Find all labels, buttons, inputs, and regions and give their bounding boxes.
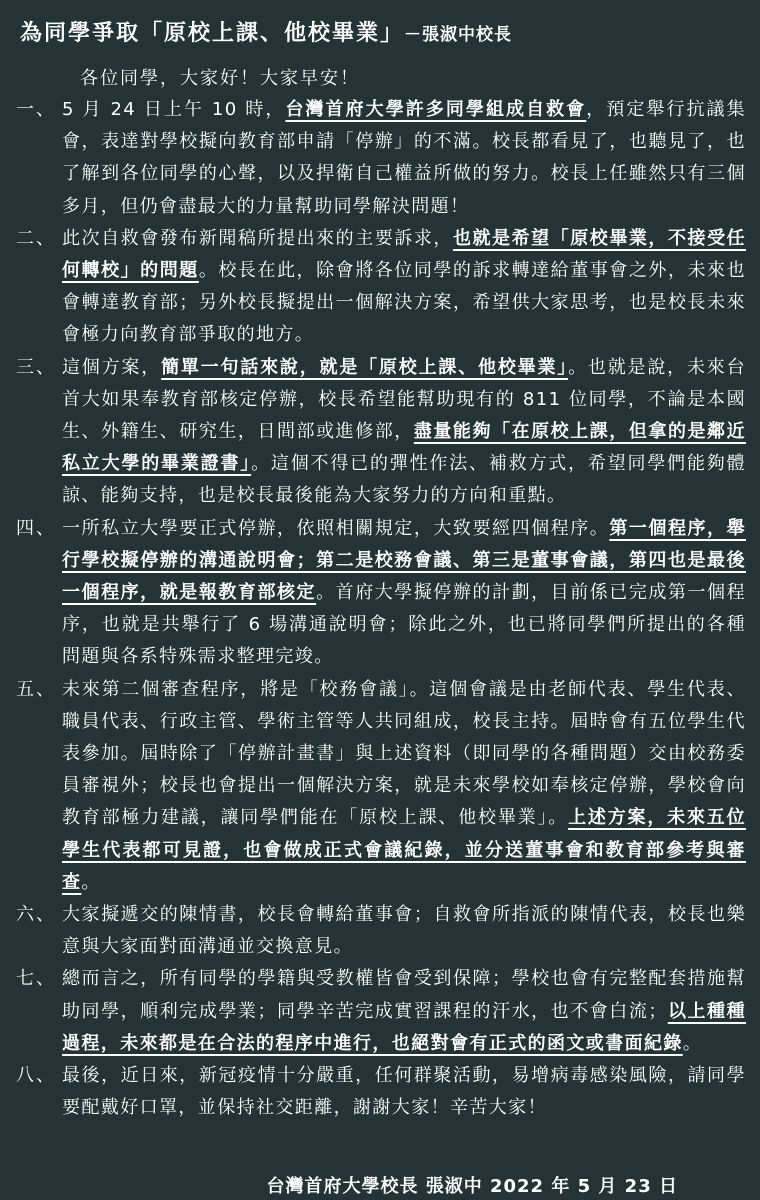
item-number: 五、 [16,678,56,700]
item-number: 六、 [16,904,56,926]
highlighted-text: 以上種種過程，未來都是在合法的程序中進行，也絕對會有正式的函文或書面紀錄 [62,1000,746,1054]
signature-footer: 台灣首府大學校長 張淑中 2022 年 5 月 23 日 [266,1176,678,1197]
item-text [62,518,746,668]
text-run: 5 月 24 日上午 10 時， [62,99,286,120]
item-number: 八、 [16,1065,56,1087]
highlighted-text: 盡量能夠「在原校上課，但拿的是鄰近私立大學的畢業證書」 [62,421,746,475]
highlighted-text: 第一個程序，舉行學校擬停辦的溝通說明會；第二是校務會議、第三是董事會議，第四也是最後一個程序，就是報教育部核定 [62,517,746,604]
list-item [16,223,746,352]
text-run: 。首府大學擬停辦的計劃，目前係已完成第一個程序，也就是共舉行了 6 場溝通說明會；除此之外，也已將同學們所提出的各種問題與各系特殊需求整理完竣。 [62,582,746,668]
highlighted-text: 也就是希望「原校畢業，不接受任何轉校」的問題 [62,227,747,282]
item-text [62,99,746,217]
item-text [62,679,746,893]
text-run: 一所私立大學要正式停辦，依照相關規定，大致要經四個程序。 [62,517,610,539]
item-text [62,228,746,346]
list-item [16,94,746,223]
text-run: 大家擬遞交的陳情書，校長會轉給董事會；自救會所指派的陳情代表，校長也樂意與大家面對面溝通並交換意見。 [62,904,746,958]
title-author: －張淑中校長 [404,25,513,45]
list-item [16,899,746,963]
highlighted-text: 上述方案，未來五位學生代表都可見證，也會做成正式會議紀錄，並分送董事會和教育部參考與審查 [62,807,746,893]
text-run: 這個方案， [62,356,162,378]
text-run: 。也就是說，未來台首大如果奉教育部核定停辦，校長希望能幫助現有的 811 位同學，不論是本國生、外籍生、研究生，日間部或進修部， [62,356,746,443]
text-run: 此次自救會發布新聞稿所提出來的主要訴求， [62,227,453,249]
title-main: 為同學爭取「原校上課、他校畢業」 [20,21,405,46]
item-number: 一、 [16,99,56,120]
list-item [16,513,746,674]
list-item [16,1060,746,1124]
item-text [62,1065,746,1118]
text-run: 最後，近日來，新冠疫情十分嚴重，任何群聚活動，易增病毒感染風險，請同學要配戴好口罩，並保持社交距離，謝謝大家！辛苦大家！ [62,1065,746,1119]
highlighted-text: 台灣首府大學許多同學組成自救會 [285,99,587,120]
item-number: 二、 [16,227,56,249]
item-number: 三、 [16,356,56,378]
letter-body [16,94,746,1125]
item-number: 七、 [16,968,56,990]
page-title [20,16,512,47]
greeting: 各位同學，大家好！大家早安！ [80,68,360,89]
item-text [62,968,746,1053]
text-run: ，預定舉行抗議集會，表達對學校擬向教育部申請「停辦」的不滿。校長都看見了，也聽見了，也了解到各位同學的心聲，以及捍衛自己權益所做的努力。校長上任雖然只有三個多月，但仍會盡最大的力量幫助同學解決問題！ [62,99,746,217]
text-run: 。這個不得已的彈性作法、補救方式，希望同學們能夠體諒、能夠支持，也是校長最後能為大家努力的方向和重點。 [62,453,747,507]
list-item [16,674,746,899]
item-number: 四、 [16,517,56,539]
list-item [16,963,746,1060]
highlighted-text: 簡單一句話來說，就是「原校上課、他校畢業」 [161,356,569,378]
text-run: 總而言之，所有同學的學籍與受教權皆會受到保障；學校也會有完整配套措施幫助同學，順利完成學業；同學辛苦完成實習課程的汗水，也不會白流； [62,968,746,1022]
item-text [62,904,746,957]
text-run: 。校長在此，除會將各位同學的訴求轉達給董事會之外，未來也會轉達教育部；另外校長擬提出一個解決方案，希望供大家思考，也是校長未來會極力向教育部爭取的地方。 [62,260,746,346]
text-run: 未來第二個審查程序，將是「校務會議」。這個會議是由老師代表、學生代表、職員代表、行政主管、學術主管等人共同組成，校長主持。屆時會有五位學生代表參加。屆時除了「停辦計畫書」與上述資料（即同學的各種問題）交由校務委員審視外；校長也會提出一個解決方案，就是未來學校如奉核定停辦，學校會向教育部極力建議，讓同學們能在「原校上課、他校畢業」。 [62,678,746,829]
item-text [62,357,746,507]
text-run: 。 [682,1032,703,1054]
list-item [16,352,746,513]
text-run: 。 [81,871,101,893]
